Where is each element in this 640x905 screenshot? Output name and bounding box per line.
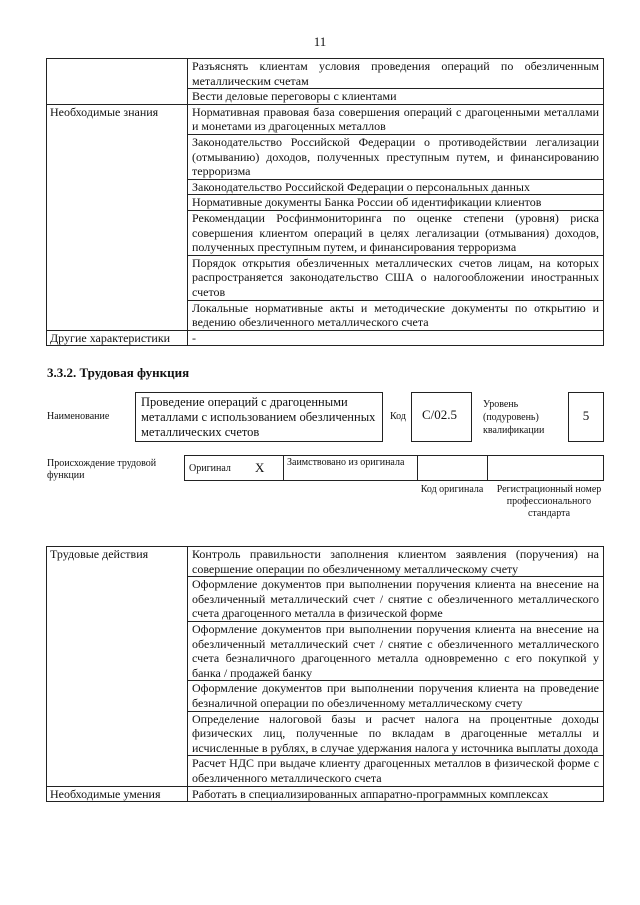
table-row	[47, 547, 604, 577]
table-cell: -	[188, 330, 604, 346]
divider	[487, 456, 488, 481]
table-cell: Разъяснять клиентам условия проведения операций по обезличенным металлическим счетам	[188, 59, 604, 89]
table-cell: Рекомендации Росфинмониторинга по оценке степени (уровня) риска совершения клиентом операций в целях легализации (отмывания) доходов, полученных преступным путем, и финансирования терроризма	[188, 210, 604, 255]
table-cell: Локальные нормативные акты и методические документы по открытию и ведению обезличенного металлического счета	[188, 300, 604, 330]
borrowed-label: Заимствовано из оригинала	[287, 457, 405, 468]
row-label-other: Другие характеристики	[47, 330, 188, 346]
table-row	[47, 330, 604, 346]
table-cell: Работать в специализированных аппаратно-программных комплексах	[188, 786, 604, 802]
code-caption: Код оригинала	[420, 484, 484, 495]
table-cell: Контроль правильности заполнения клиентом заявления (поручения) на совершение операции по обезличенному металлическому счету	[188, 547, 604, 577]
name-label: Наименование	[47, 411, 110, 422]
table-cell: Оформление документов при выполнении поручения клиента на проведение безналичной операции по обезличенному металлическому счету	[188, 681, 604, 711]
table-row	[47, 104, 604, 134]
table-cell: Оформление документов при выполнении поручения клиента на внесение на обезличенный металлический счет / снятие с обезличенного металлического счета драгоценного металла в физической форме	[188, 577, 604, 622]
divider	[417, 456, 418, 481]
table-cell: Вести деловые переговоры с клиентами	[188, 89, 604, 105]
level-label: Уровень (подуровень) квалификации	[483, 399, 545, 436]
function-name: Проведение операций с драгоценными металлами с использованием обезличенных металлических счетов	[135, 392, 383, 442]
table-cell: Определение налоговой базы и расчет налога на процентные доходы физических лиц, полученные по вкладам в драгоценные металлы и исчисленные в рублях, в случае удержания налога у источника выплаты дохода	[188, 711, 604, 756]
table-cell: Расчет НДС при выдаче клиенту драгоценных металлов в физической форме с обезличенного металлического счета	[188, 756, 604, 786]
section-title: 3.3.2. Трудовая функция	[47, 365, 190, 380]
table-cell: Законодательство Российской Федерации о персональных данных	[188, 179, 604, 195]
row-label	[47, 59, 188, 105]
table-row	[47, 59, 604, 89]
row-label-actions: Трудовые действия	[47, 547, 188, 787]
table-cell: Оформление документов при выполнении поручения клиента на внесение на обезличенный металлический счет / снятие с обезличенного металлического счета безналичного драгоценного металла одновременно с его покупкой у банка / продажей банку	[188, 621, 604, 680]
original-label: Оригинал	[189, 463, 231, 474]
table-cell: Нормативные документы Банка России об идентификации клиентов	[188, 195, 604, 211]
row-label-skills: Необходимые умения	[47, 786, 188, 802]
qualification-level: 5	[568, 392, 604, 442]
table-cell: Законодательство Российской Федерации о противодействии легализации (отмыванию) доходов, полученных преступным путем, и финансированию терроризма	[188, 134, 604, 179]
table-cell: Нормативная правовая база совершения операций с драгоценными металлами и монетами из драгоценных металлов	[188, 104, 604, 134]
function-code: C/02.5	[411, 392, 472, 442]
actions-table	[46, 546, 604, 802]
table-row	[47, 786, 604, 802]
table-cell: Порядок открытия обезличенных металлических счетов лицам, на которых распространяется законодательство США о налогообложении иностранных счетов	[188, 255, 604, 300]
row-label-knowledge: Необходимые знания	[47, 104, 188, 330]
knowledge-table	[46, 58, 604, 346]
divider	[283, 456, 284, 481]
origin-box	[184, 455, 604, 481]
reg-caption: Регистрационный номер профессионального стандарта	[496, 484, 602, 519]
code-label: Код	[390, 411, 406, 422]
page-number: 11	[313, 34, 327, 49]
original-mark: X	[255, 460, 265, 475]
origin-label: Происхождение трудовой функции	[47, 458, 157, 481]
